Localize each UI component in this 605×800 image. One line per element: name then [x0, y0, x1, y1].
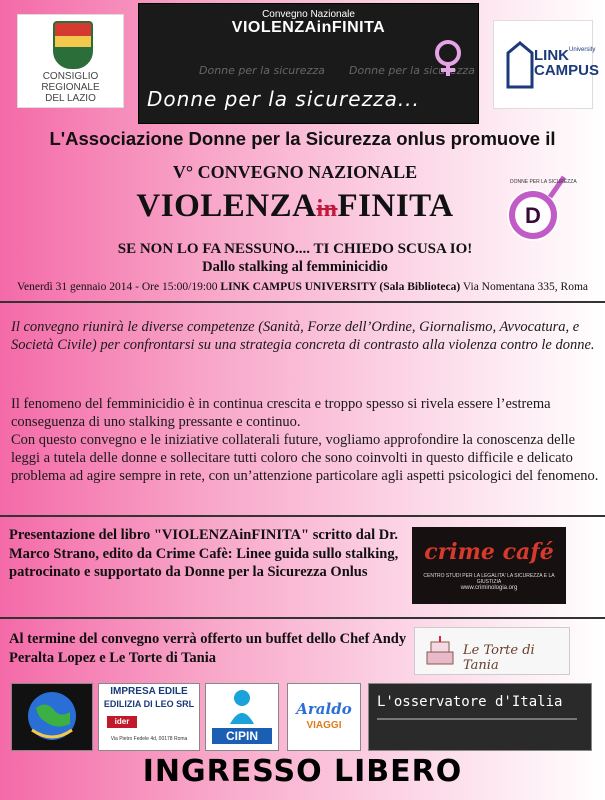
donne-badge-icon	[500, 165, 577, 245]
promo-heading: L'Associazione Donne per la Sicurezza onlus promuove il	[49, 128, 556, 149]
sponsor-araldo	[287, 683, 361, 751]
osservatore-line	[377, 718, 577, 720]
cipin-label: CIPIN	[212, 728, 272, 744]
body-paragraph-1: Il fenomeno del femminicidio è in continua crescita e troppo spesso si rivela essere l’estrema conseguenza di uno stalking pressante e continuo.	[11, 396, 551, 430]
consiglio-lazio-logo	[17, 14, 124, 108]
body-text	[11, 395, 603, 485]
araldo-name: Araldo	[296, 700, 352, 718]
lazio-line-3: DEL LAZIO	[45, 93, 96, 104]
event-banner	[138, 3, 479, 124]
crest-icon	[53, 21, 93, 69]
buffet-note: Al termine del convegno verrà offerto un buffet dello Chef Andy Peralta Lopez e Le Torte di Tania	[9, 631, 407, 666]
title-in: in	[316, 196, 338, 222]
banner-slogan: Donne per la sicurezza...	[147, 87, 420, 111]
lazio-line-1: CONSIGLIO	[42, 71, 99, 82]
badge-arc: DONNE PER LA SICUREZZA	[510, 179, 577, 185]
link-name-2: CAMPUS	[534, 62, 600, 79]
divider-2	[0, 515, 605, 517]
sponsor-strip	[8, 683, 598, 751]
sponsor-globe	[11, 683, 93, 751]
convegno-label: V° CONVEGNO NAZIONALE	[172, 162, 418, 182]
araldo-viaggi: VIAGGI	[306, 720, 342, 731]
edile-name: EDILIZIA DI LEO SRL	[103, 699, 195, 709]
event-venue: LINK CAMPUS UNIVERSITY (Sala Biblioteca)	[220, 281, 461, 293]
divider-1	[0, 301, 605, 303]
sponsor-osservatore	[368, 683, 592, 751]
link-small: University	[569, 47, 596, 53]
ider-badge: ider	[107, 716, 137, 728]
body-paragraph-2: Con questo convegno e le iniziative collaterali future, vogliamo approfondire la conoscenza delle leggi a tutela delle donne e sollecitare tutti coloro che sono coinvolti in questo difficile e delicato problema ad agire sempre in rete, con un’attenzione particolare agli aspetti psicologici del fenomeno.	[11, 432, 599, 484]
intro-text: Il convegno riunirà le diverse competenze (Sanità, Forze dell’Ordine, Giornalismo, Avvocatura, e Società Civile) per confrontarsi su una strategia concreta di contrasto alla violenza contro le donne.	[11, 319, 595, 353]
crime-cafe-url: www.criminologia.org	[460, 585, 518, 591]
sponsor-cipin	[205, 683, 279, 751]
title-right: FINITA	[337, 188, 454, 224]
subtitle: Dallo stalking al femminicidio	[202, 259, 388, 275]
event-details	[0, 281, 605, 293]
cake-icon	[423, 634, 457, 668]
sponsor-edilizia	[98, 683, 200, 751]
tagline: SE NON LO FA NESSUNO.... TI CHIEDO SCUSA IO!	[117, 241, 473, 257]
banner-small-title: Convegno Nazionale	[262, 9, 355, 20]
event-date: Venerdì 31 gennaio 2014 - Ore 15:00/19:00	[16, 281, 218, 293]
person-icon	[228, 688, 256, 724]
free-entry-banner: INGRESSO LIBERO	[142, 754, 463, 789]
crime-cafe-sub: CENTRO STUDI PER LA LEGALITA' LA SICUREZZA E LA GIUSTIZIA	[423, 573, 555, 585]
badge-letter: D	[525, 203, 541, 228]
female-symbol-icon	[429, 38, 467, 78]
banner-watermark: Donne per la sicurezza	[199, 64, 325, 77]
globe-icon	[26, 690, 78, 742]
title-left: VIOLENZA	[136, 188, 317, 224]
crime-cafe-logo	[412, 527, 566, 604]
torte-di-tania-logo	[414, 627, 570, 675]
book-presentation: Presentazione del libro "VIOLENZAinFINITA" scritto dal Dr. Marco Strano, edito da Crime Cafè: Linee guida sullo stalking, patrocinato e supportato da Donne per la Sicurezza Onlus	[9, 527, 399, 580]
link-campus-emblem-icon	[506, 41, 534, 89]
torte-name: Le Torte di Tania	[463, 643, 535, 673]
banner-watermark-2: Donne per la sicurezza	[349, 64, 475, 77]
osservatore-name: L'osservatore d'Italia	[377, 694, 563, 710]
link-campus-logo	[493, 20, 600, 109]
banner-title: VIOLENZAinFINITA	[231, 19, 386, 36]
divider-3	[0, 617, 605, 619]
crime-cafe-name: crime café	[424, 539, 554, 565]
edile-title: IMPRESA EDILE	[110, 686, 188, 697]
edile-addr: Via Pietro Fedele 4d, 00178 Roma	[110, 736, 188, 742]
lazio-line-2: REGIONALE	[41, 82, 100, 93]
link-name-1: LINK	[534, 47, 569, 64]
event-address: Via Nomentana 335, Roma	[462, 281, 589, 293]
